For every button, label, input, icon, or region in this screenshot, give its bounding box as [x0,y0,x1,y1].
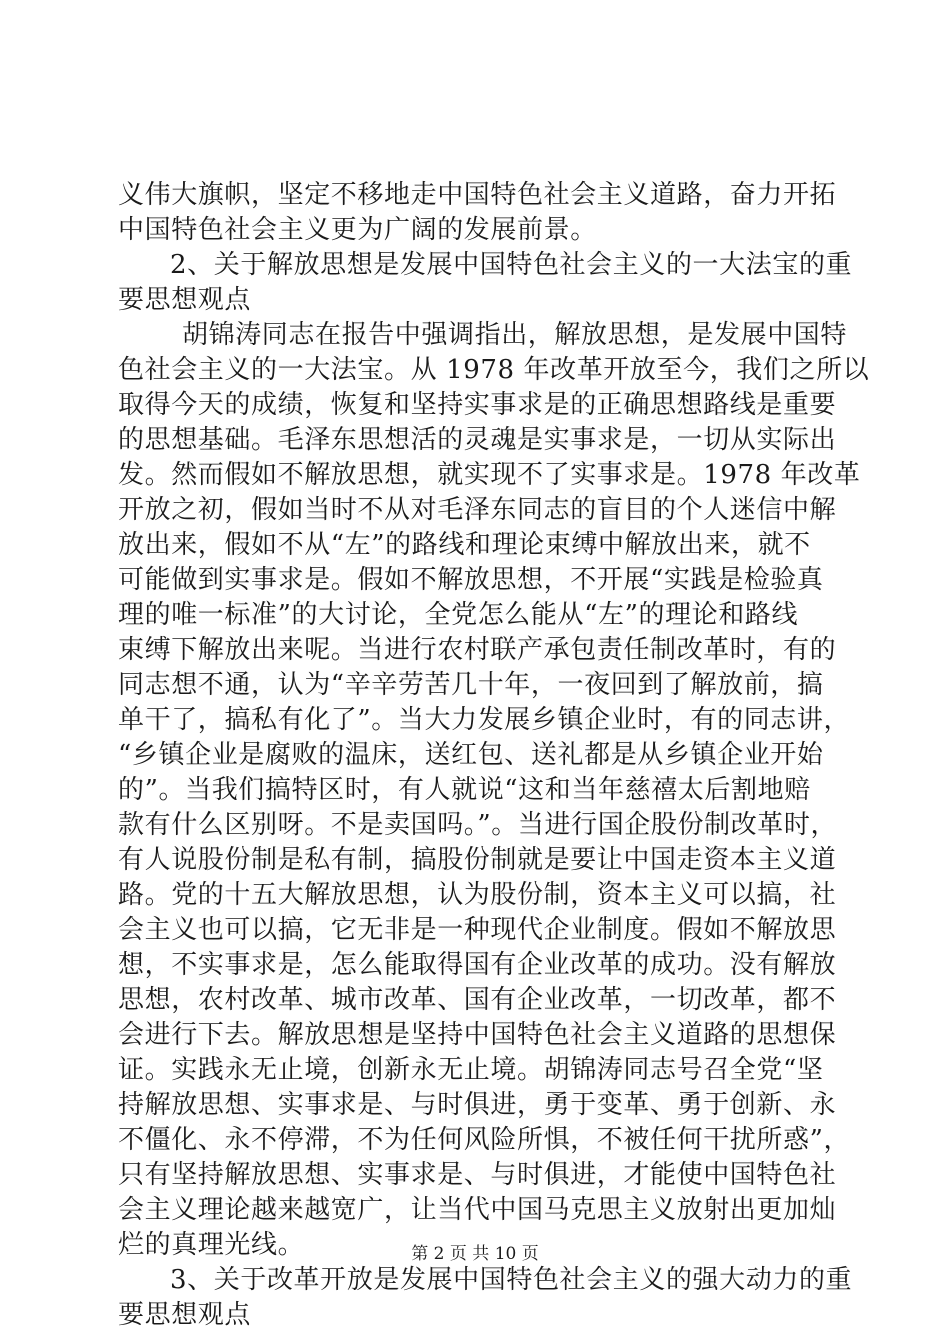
section-heading-3-cont: 要思想观点 [118,1300,252,1330]
text-line: 单干了，搞私有化了”。当大力发展乡镇企业时，有的同志讲， [118,705,851,735]
page-number-footer: 第 2 页 共 10 页 [411,1244,539,1264]
section-heading-2: 2、关于解放思想是发展中国特色社会主义的一大法宝的重 [170,250,853,280]
text-line: 路。党的十五大解放思想，认为股份制，资本主义可以搞，社 [118,880,837,910]
text-line: 取得今天的成绩，恢复和坚持实事求是的正确思想路线是重要 [118,390,837,420]
text-line: 开放之初，假如当时不从对毛泽东同志的盲目的个人迷信中解 [118,495,837,525]
text-line: 发。然而假如不解放思想，就实现不了实事求是。1978 年改革 [118,460,861,490]
text-line: 中国特色社会主义更为广阔的发展前景。 [118,215,597,245]
text-line: 款有什么区别呀。不是卖国吗。”。当进行国企股份制改革时， [118,810,838,840]
text-line: 的思想基础。毛泽东思想活的灵魂是实事求是，一切从实际出 [118,425,837,455]
text-line: 证。实践永无止境，创新永无止境。胡锦涛同志号召全党“坚 [118,1055,824,1085]
text-line: 持解放思想、实事求是、与时俱进，勇于变革、勇于创新、永 [118,1090,837,1120]
text-line: 会进行下去。解放思想是坚持中国特色社会主义道路的思想保 [118,1020,837,1050]
text-line: 只有坚持解放思想、实事求是、与时俱进，才能使中国特色社 [118,1160,837,1190]
text-line: 可能做到实事求是。假如不解放思想，不开展“实践是检验真 [118,565,824,595]
text-line: 理的唯一标准”的大讨论，全党怎么能从“左”的理论和路线 [118,600,799,630]
section-heading-3: 3、关于改革开放是发展中国特色社会主义的强大动力的重 [170,1265,853,1295]
text-line: 烂的真理光线。 [118,1230,305,1260]
text-line: 放出来，假如不从“左”的路线和理论束缚中解放出来，就不 [118,530,811,560]
text-line: 的”。当我们搞特区时，有人就说“这和当年慈禧太后割地赔 [118,775,811,805]
text-line: 不僵化、永不停滞，不为任何风险所惧，不被任何干扰所惑”， [118,1125,851,1155]
text-line: 同志想不通，认为“辛辛劳苦几十年，一夜回到了解放前，搞 [118,670,824,700]
text-line: 想，不实事求是，怎么能取得国有企业改革的成功。没有解放 [118,950,837,980]
text-line: “乡镇企业是腐败的温床，送红包、送礼都是从乡镇企业开始 [118,740,824,770]
text-line: 色社会主义的一大法宝。从 1978 年改革开放至今，我们之所以 [118,355,870,385]
text-line: 束缚下解放出来呢。当进行农村联产承包责任制改革时，有的 [118,635,837,665]
section-heading-2-cont: 要思想观点 [118,285,252,315]
text-line: 有人说股份制是私有制，搞股份制就是要让中国走资本主义道 [118,845,837,875]
paragraph-start: 胡锦涛同志在报告中强调指出，解放思想，是发展中国特 [182,320,848,350]
text-line: 思想，农村改革、城市改革、国有企业改革，一切改革，都不 [118,985,837,1015]
text-line: 会主义理论越来越宽广，让当代中国马克思主义放射出更加灿 [118,1195,837,1225]
text-line: 义伟大旗帜，坚定不移地走中国特色社会主义道路，奋力开拓 [118,180,837,210]
text-line: 会主义也可以搞，它无非是一种现代企业制度。假如不解放思 [118,915,837,945]
document-body [118,178,870,1333]
